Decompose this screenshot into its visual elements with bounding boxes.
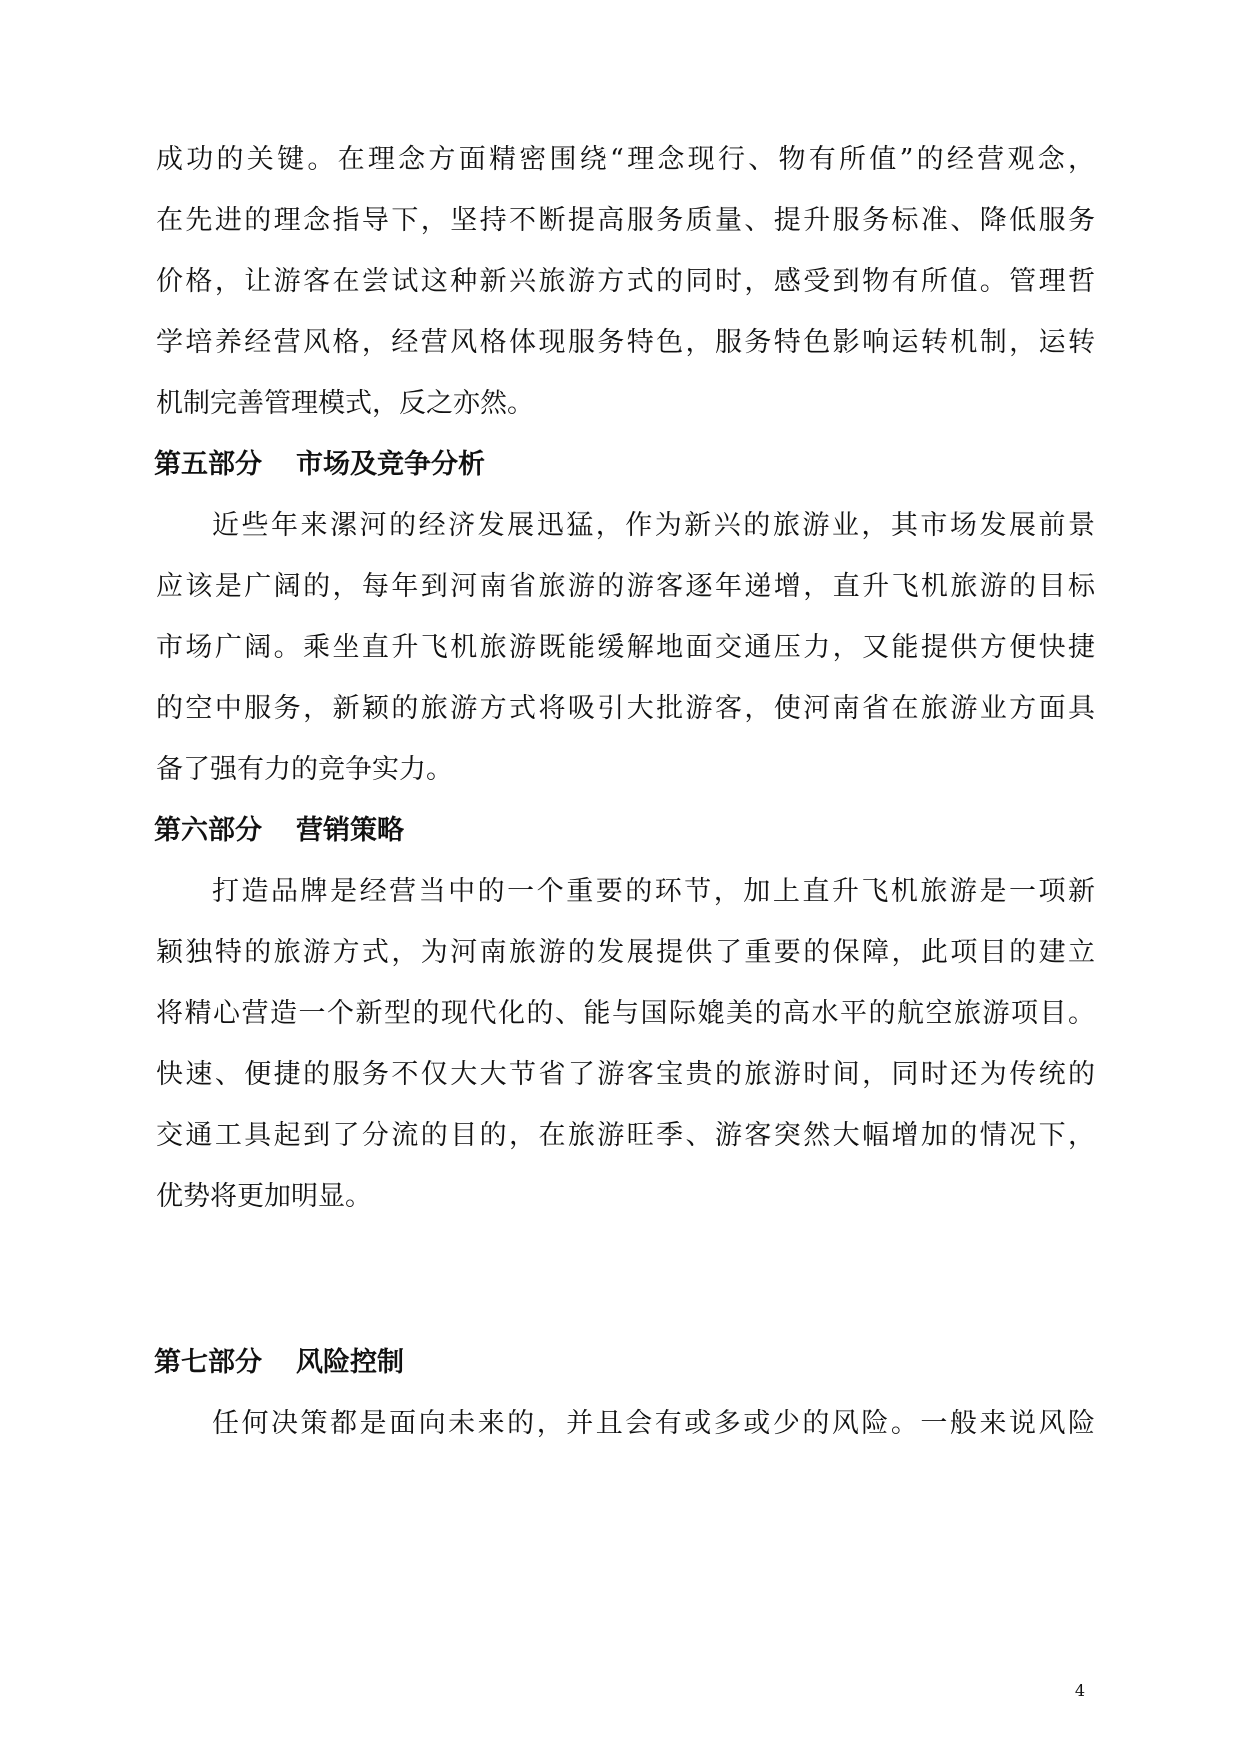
- paragraph-line: 优势将更加明显。: [156, 1181, 372, 1212]
- paragraph-line: 应该是广阔的，每年到河南省旅游的游客逐年递增，直升飞机旅游的目标: [156, 571, 1095, 602]
- paragraph-line: 近些年来漯河的经济发展迅猛，作为新兴的旅游业，其市场发展前景: [212, 510, 1095, 541]
- section-heading: [154, 1348, 404, 1378]
- paragraph-line: 机制完善管理模式，反之亦然。: [156, 388, 534, 419]
- section-heading: [154, 816, 404, 846]
- paragraph-line: 市场广阔。乘坐直升飞机旅游既能缓解地面交通压力，又能提供方便快捷: [156, 632, 1095, 663]
- section-title: 市场及竞争分析: [296, 449, 485, 480]
- section-title: 风险控制: [296, 1347, 404, 1378]
- paragraph-line: 打造品牌是经营当中的一个重要的环节，加上直升飞机旅游是一项新: [212, 876, 1095, 907]
- paragraph-line: 成功的关键。在理念方面精密围绕“理念现行、物有所值”的经营观念，: [156, 144, 1095, 175]
- paragraph-line: 快速、便捷的服务不仅大大节省了游客宝贵的旅游时间，同时还为传统的: [156, 1059, 1095, 1090]
- paragraph-line: 备了强有力的竞争实力。: [156, 754, 453, 785]
- paragraph-line: 将精心营造一个新型的现代化的、能与国际媲美的高水平的航空旅游项目。: [156, 998, 1095, 1029]
- section-number: 第六部分: [154, 815, 262, 846]
- page-number: 4: [1074, 1681, 1085, 1700]
- paragraph-line: 交通工具起到了分流的目的，在旅游旺季、游客突然大幅增加的情况下，: [156, 1120, 1095, 1151]
- section-heading: [154, 450, 485, 480]
- section-title: 营销策略: [296, 815, 404, 846]
- paragraph-line: 颖独特的旅游方式，为河南旅游的发展提供了重要的保障，此项目的建立: [156, 937, 1095, 968]
- paragraph-line: 的空中服务，新颖的旅游方式将吸引大批游客，使河南省在旅游业方面具: [156, 693, 1095, 724]
- section-number: 第七部分: [154, 1347, 262, 1378]
- paragraph-line: 任何决策都是面向未来的，并且会有或多或少的风险。一般来说风险: [212, 1408, 1095, 1439]
- section-number: 第五部分: [154, 449, 262, 480]
- paragraph-line: 在先进的理念指导下，坚持不断提高服务质量、提升服务标准、降低服务: [156, 205, 1095, 236]
- paragraph-line: 价格，让游客在尝试这种新兴旅游方式的同时，感受到物有所值。管理哲: [156, 266, 1095, 297]
- paragraph-line: 学培养经营风格，经营风格体现服务特色，服务特色影响运转机制，运转: [156, 327, 1095, 358]
